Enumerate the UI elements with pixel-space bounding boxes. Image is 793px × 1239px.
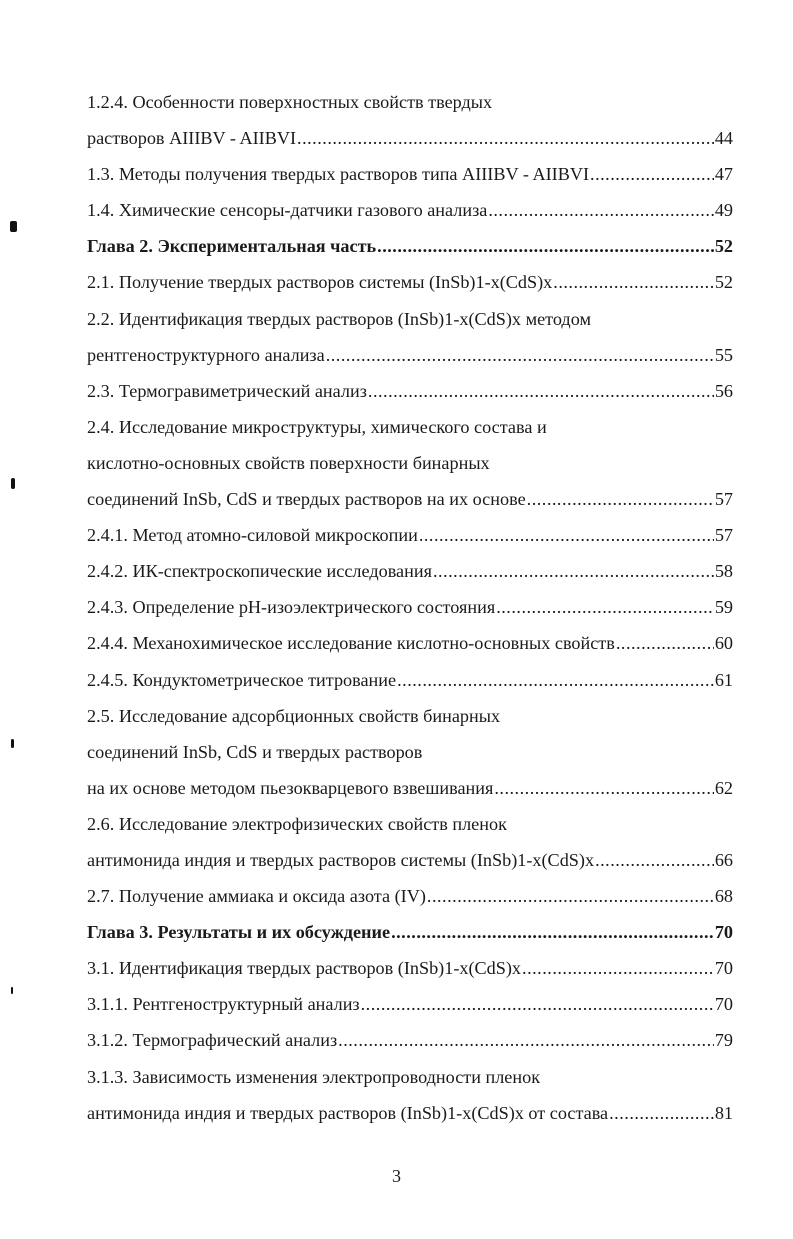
toc-page-number: 79 [714, 1030, 733, 1051]
toc-entry-text: 1.4. Химические сенсоры-датчики газового анализа [87, 200, 488, 221]
toc-entry-text: Глава 2. Экспериментальная часть [87, 236, 377, 257]
toc-entry [87, 517, 733, 553]
toc-entry [87, 770, 733, 806]
toc-entry-text: Глава 3. Результаты и их обсуждение [87, 922, 391, 943]
toc-page-number: 81 [714, 1102, 733, 1123]
scan-mark [10, 221, 17, 232]
toc-entry [87, 878, 733, 914]
toc-page-number: 55 [714, 344, 733, 365]
toc-entry [87, 192, 733, 228]
toc-entry-text: 3.1.1. Рентгеноструктурный анализ [87, 994, 360, 1015]
leader-dots [590, 156, 714, 192]
toc-entry-text: соединений InSb, CdS и твердых растворов на их основе [87, 489, 526, 510]
toc-entry-text: растворов AIIIBV - AIIBVI [87, 128, 297, 149]
toc-page-number: 56 [714, 380, 733, 401]
toc-page-number: 49 [714, 200, 733, 221]
toc-entry [87, 1059, 733, 1095]
toc-entry-text: 2.4.4. Механохимическое исследование кислотно-основных свойств [87, 633, 615, 654]
leader-dots [616, 625, 714, 661]
toc-entry-text: 2.2. Идентификация твердых растворов (InSb)1-x(CdS)x методом [87, 308, 591, 329]
toc-entry [87, 1095, 733, 1131]
leader-dots [419, 517, 714, 553]
toc-entry [87, 662, 733, 698]
toc-entry [87, 445, 733, 481]
toc-page-number: 59 [714, 597, 733, 618]
toc-entry [87, 950, 733, 986]
toc-page-number: 47 [714, 164, 733, 185]
toc-chapter-entry [87, 914, 733, 950]
toc-page-number: 66 [714, 849, 733, 870]
toc-entry-text: 2.6. Исследование электрофизических свойств пленок [87, 813, 507, 834]
leader-dots [338, 1022, 714, 1058]
leader-dots [494, 770, 713, 806]
leader-dots [609, 1095, 714, 1131]
toc-page-number: 60 [714, 633, 733, 654]
toc-entry-text: антимонида индия и твердых растворов системы (InSb)1-x(CdS)x [87, 849, 595, 870]
toc-entry-text: 2.4.3. Определение pH-изоэлектрического состояния [87, 597, 496, 618]
toc-chapter-entry [87, 228, 733, 264]
toc-page-number: 52 [714, 272, 733, 293]
leader-dots [553, 264, 714, 300]
toc-page-number: 68 [714, 886, 733, 907]
leader-dots [595, 842, 714, 878]
leader-dots [427, 878, 714, 914]
toc-page-number: 52 [714, 236, 733, 257]
leader-dots [488, 192, 713, 228]
toc-entry-text: 3.1.3. Зависимость изменения электропроводности пленок [87, 1066, 541, 1087]
scan-mark [11, 987, 13, 994]
leader-dots [496, 589, 714, 625]
leader-dots [397, 662, 714, 698]
toc-entry [87, 337, 733, 373]
toc-entry-text: 1.2.4. Особенности поверхностных свойств твердых [87, 92, 493, 112]
scan-mark [11, 739, 14, 748]
toc-entry-text: соединений InSb, CdS и твердых растворов [87, 741, 423, 762]
toc-entry [87, 625, 733, 661]
toc-entry [87, 264, 733, 300]
toc-entry [87, 698, 733, 734]
toc-entry [87, 806, 733, 842]
toc-entry [87, 986, 733, 1022]
toc-entry [87, 481, 733, 517]
toc-entry-text: на их основе методом пьезокварцевого взвешивания [87, 777, 494, 798]
toc-entry [87, 842, 733, 878]
toc-entry-text: антимонида индия и твердых растворов (InSb)1-x(CdS)x от состава [87, 1102, 609, 1123]
toc-page-number: 44 [714, 128, 733, 149]
scan-mark [11, 478, 15, 489]
toc-entry-text: 2.4. Исследование микроструктуры, химического состава и [87, 416, 547, 437]
toc-page-number: 61 [714, 669, 733, 690]
leader-dots [391, 914, 714, 950]
toc-entry-text: 2.5. Исследование адсорбционных свойств бинарных [87, 705, 501, 726]
toc-page-number: 70 [714, 958, 733, 979]
leader-dots [326, 337, 714, 373]
toc-entry-text: 3.1.2. Термографический анализ [87, 1030, 338, 1051]
toc-page-number: 58 [714, 561, 733, 582]
toc-page-number: 70 [714, 994, 733, 1015]
toc-entry-text: рентгеноструктурного анализа [87, 344, 325, 365]
toc-entry-text: 2.3. Термогравиметрический анализ [87, 380, 367, 401]
toc-entry [87, 84, 733, 120]
toc-page-number: 57 [714, 489, 733, 510]
toc-entry [87, 301, 733, 337]
leader-dots [297, 120, 714, 156]
toc-entry [87, 120, 733, 156]
toc-entry [87, 589, 733, 625]
leader-dots [522, 950, 714, 986]
toc-entry [87, 373, 733, 409]
toc-entry-text: кислотно-основных свойств поверхности бинарных [87, 452, 490, 473]
toc-entry [87, 409, 733, 445]
toc-entry-text: 2.4.1. Метод атомно-силовой микроскопии [87, 525, 418, 546]
toc-entry-text: 2.7. Получение аммиака и оксида азота (IV) [87, 886, 426, 907]
toc-entry-text: 3.1. Идентификация твердых растворов (InSb)1-x(CdS)x [87, 958, 522, 979]
toc-entry [87, 156, 733, 192]
leader-dots [527, 481, 714, 517]
leader-dots [368, 373, 714, 409]
leader-dots [361, 986, 714, 1022]
toc-page-number: 62 [714, 777, 733, 798]
table-of-contents [87, 84, 733, 1131]
toc-page-number: 57 [714, 525, 733, 546]
toc-entry [87, 734, 733, 770]
toc-entry-text: 2.4.5. Кондуктометрическое титрование [87, 669, 397, 690]
leader-dots [433, 553, 714, 589]
leader-dots [377, 228, 714, 264]
toc-entry [87, 553, 733, 589]
page-number: 3 [392, 1166, 401, 1186]
toc-entry-text: 1.3. Методы получения твердых растворов типа AIIIBV - AIIBVI [87, 164, 590, 185]
toc-entry [87, 1022, 733, 1058]
toc-entry-text: 2.1. Получение твердых растворов системы (InSb)1-x(CdS)x [87, 272, 553, 293]
toc-page-number: 70 [714, 922, 733, 943]
toc-entry-text: 2.4.2. ИК-спектроскопические исследования [87, 561, 432, 582]
